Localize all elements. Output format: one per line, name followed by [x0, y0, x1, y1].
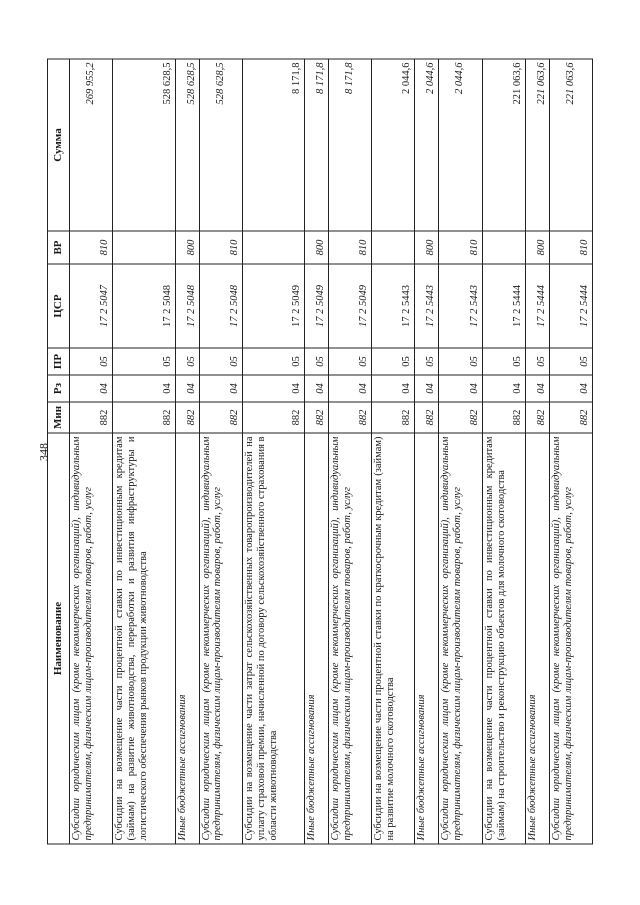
row-sum: 221 063,6	[549, 59, 592, 231]
row-name: Субсидии юридическим лицам (кроме некоммерческих организаций), индивидуальным предпринимателям, физическим лицам-производителям товаров, работ, услуг	[549, 433, 592, 844]
row-name: Субсидии на возмещение части затрат сельскохозяйственных товаропроизводителей на уплату страховой премии, начисленной по договору сельскохозяйственного страхования в области животноводства	[242, 433, 304, 844]
row-rz: 04	[525, 375, 549, 402]
table-row	[70, 59, 113, 844]
row-rz: 04	[415, 375, 439, 402]
row-csr: 17 2 5443	[372, 264, 415, 348]
header-min: Мин	[48, 402, 70, 433]
row-min: 882	[329, 402, 372, 433]
row-min: 882	[372, 402, 415, 433]
row-name: Иные бюджетные ассигнования	[525, 433, 549, 844]
header-csr: ЦСР	[48, 264, 70, 348]
row-min: 882	[305, 402, 329, 433]
row-csr: 17 2 5048	[113, 264, 175, 348]
row-min: 882	[482, 402, 525, 433]
header-pr: ПР	[48, 348, 70, 375]
page-number: 348	[36, 443, 51, 461]
row-sum: 2 044,6	[439, 59, 482, 231]
table-header-row	[48, 59, 70, 844]
row-vr	[482, 231, 525, 264]
header-sum: Сумма	[48, 59, 70, 231]
header-rz: Рз	[48, 375, 70, 402]
table-row	[525, 59, 549, 844]
row-csr: 17 2 5443	[439, 264, 482, 348]
row-vr: 800	[175, 231, 199, 264]
row-pr: 05	[482, 348, 525, 375]
row-rz: 04	[70, 375, 113, 402]
row-csr: 17 2 5444	[482, 264, 525, 348]
row-csr: 17 2 5048	[175, 264, 199, 348]
header-name: Наименование	[48, 433, 70, 844]
row-name: Субсидии на возмещение части процентной ставки по инвестиционным кредитам (займам) на строительство и реконструкцию объектов для молочного скотоводства	[482, 433, 525, 844]
row-vr: 800	[305, 231, 329, 264]
row-rz: 04	[199, 375, 242, 402]
table-row	[199, 59, 242, 844]
row-rz: 04	[372, 375, 415, 402]
row-pr: 05	[329, 348, 372, 375]
table-row	[305, 59, 329, 844]
row-rz: 04	[113, 375, 175, 402]
row-csr: 17 2 5047	[70, 264, 113, 348]
table-row	[113, 59, 175, 844]
row-name: Иные бюджетные ассигнования	[305, 433, 329, 844]
row-vr: 810	[549, 231, 592, 264]
row-sum: 528 628,5	[175, 59, 199, 231]
row-rz: 04	[482, 375, 525, 402]
rotated-table-container	[47, 60, 593, 845]
table-row	[439, 59, 482, 844]
row-pr: 05	[70, 348, 113, 375]
row-name: Субсидии юридическим лицам (кроме некоммерческих организаций), индивидуальным предпринимателям, физическим лицам-производителям товаров, работ, услуг	[329, 433, 372, 844]
row-name: Иные бюджетные ассигнования	[415, 433, 439, 844]
row-csr: 17 2 5443	[415, 264, 439, 348]
row-vr	[113, 231, 175, 264]
row-name: Иные бюджетные ассигнования	[175, 433, 199, 844]
row-sum: 269 955,2	[70, 59, 113, 231]
row-csr: 17 2 5048	[199, 264, 242, 348]
row-sum: 8 171,8	[242, 59, 304, 231]
table-row	[482, 59, 525, 844]
row-vr: 810	[439, 231, 482, 264]
row-sum: 221 063,6	[525, 59, 549, 231]
row-min: 882	[549, 402, 592, 433]
row-pr: 05	[525, 348, 549, 375]
row-pr: 05	[199, 348, 242, 375]
row-csr: 17 2 5444	[549, 264, 592, 348]
row-pr: 05	[372, 348, 415, 375]
row-pr: 05	[439, 348, 482, 375]
row-pr: 05	[113, 348, 175, 375]
row-csr: 17 2 5049	[242, 264, 304, 348]
row-vr: 810	[70, 231, 113, 264]
row-min: 882	[439, 402, 482, 433]
row-pr: 05	[549, 348, 592, 375]
row-sum: 528 628,5	[199, 59, 242, 231]
table-row	[329, 59, 372, 844]
row-vr: 810	[199, 231, 242, 264]
row-vr: 800	[415, 231, 439, 264]
row-min: 882	[175, 402, 199, 433]
row-min: 882	[199, 402, 242, 433]
row-min: 882	[415, 402, 439, 433]
row-rz: 04	[305, 375, 329, 402]
budget-table	[47, 59, 593, 845]
row-min: 882	[242, 402, 304, 433]
row-vr	[372, 231, 415, 264]
row-min: 882	[525, 402, 549, 433]
row-pr: 05	[242, 348, 304, 375]
row-pr: 05	[415, 348, 439, 375]
row-rz: 04	[439, 375, 482, 402]
row-min: 882	[113, 402, 175, 433]
row-sum: 8 171,8	[305, 59, 329, 231]
table-row	[242, 59, 304, 844]
header-vr: ВР	[48, 231, 70, 264]
row-vr	[242, 231, 304, 264]
row-name: Субсидии юридическим лицам (кроме некоммерческих организаций), индивидуальным предпринимателям, физическим лицам-производителям товаров, работ, услуг	[439, 433, 482, 844]
row-rz: 04	[175, 375, 199, 402]
row-csr: 17 2 5049	[329, 264, 372, 348]
row-sum: 8 171,8	[329, 59, 372, 231]
table-row	[175, 59, 199, 844]
row-sum: 528 628,5	[113, 59, 175, 231]
row-name: Субсидии на возмещение части процентной ставки по краткосрочным кредитам (займам) на развитие молочного скотоводства	[372, 433, 415, 844]
row-name: Субсидии юридическим лицам (кроме некоммерческих организаций), индивидуальным предпринимателям, физическим лицам-производителям товаров, работ, услуг	[199, 433, 242, 844]
row-csr: 17 2 5049	[305, 264, 329, 348]
row-vr: 810	[329, 231, 372, 264]
row-pr: 05	[305, 348, 329, 375]
row-rz: 04	[242, 375, 304, 402]
row-vr: 800	[525, 231, 549, 264]
row-name: Субсидии юридическим лицам (кроме некоммерческих организаций), индивидуальным предпринимателям, физическим лицам-производителям товаров, работ, услуг	[70, 433, 113, 844]
row-sum: 2 044,6	[372, 59, 415, 231]
row-csr: 17 2 5444	[525, 264, 549, 348]
table-row	[372, 59, 415, 844]
row-sum: 2 044,6	[415, 59, 439, 231]
row-name: Субсидии на возмещение части процентной ставки по инвестиционным кредитам (займам) на развитие животноводства, переработки и развития инфраструктуры и логистического обеспечения рынков продукции животноводства	[113, 433, 175, 844]
table-row	[415, 59, 439, 844]
row-rz: 04	[329, 375, 372, 402]
row-min: 882	[70, 402, 113, 433]
table-row	[549, 59, 592, 844]
row-sum: 221 063,6	[482, 59, 525, 231]
row-rz: 04	[549, 375, 592, 402]
row-pr: 05	[175, 348, 199, 375]
